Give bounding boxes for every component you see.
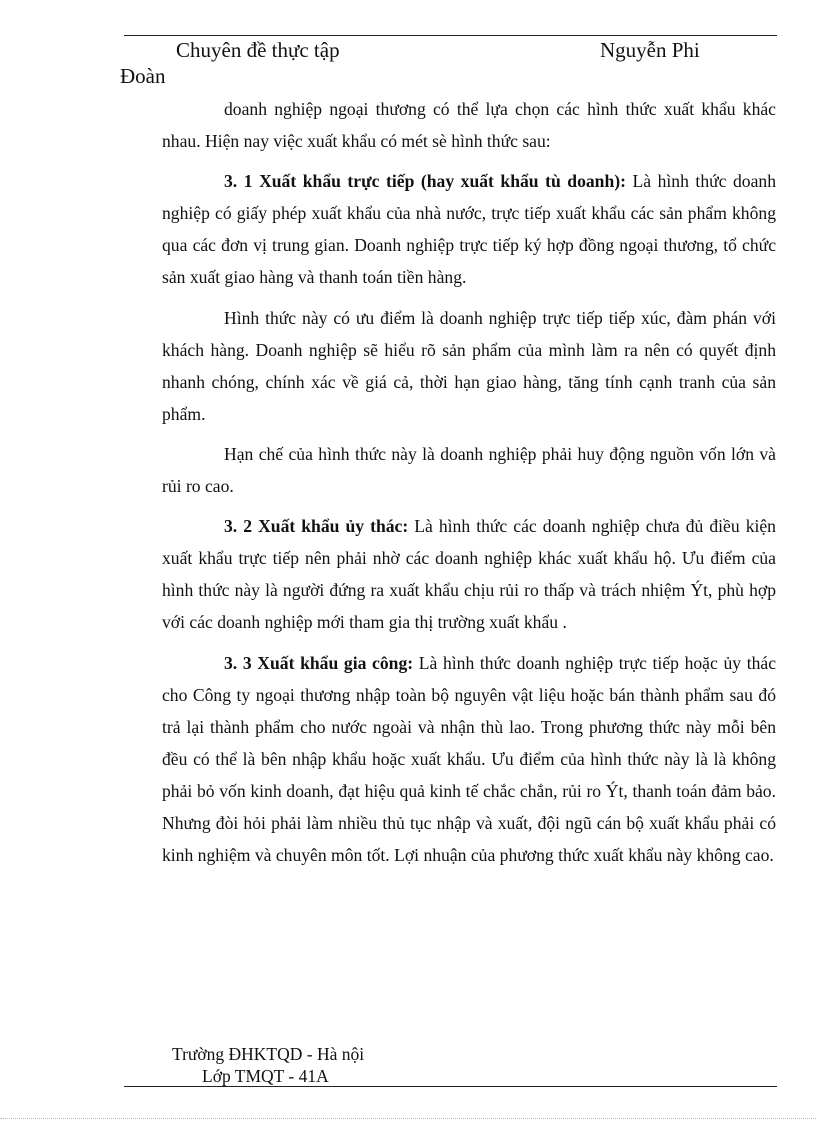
- footer-rule: [124, 1086, 777, 1087]
- page-edge-dots: [0, 1118, 816, 1119]
- page-header: [0, 38, 816, 90]
- page-body: [162, 93, 776, 871]
- page-footer: [172, 1043, 364, 1087]
- section-3-2-heading: 3. 2 Xuất khẩu ủy thác:: [224, 516, 409, 537]
- header-author-first: Nguyễn Phi: [600, 38, 700, 62]
- footer-school: Trường ĐHKTQD - Hà nội: [172, 1044, 365, 1064]
- header-author-last: Đoàn: [120, 64, 166, 88]
- section-3-1-advantage: Hình thức này có ưu điểm là doanh nghiệp trực tiếp tiếp xúc, đàm phán với khách hàng. Doanh nghiệp sẽ hiểu rõ sản phẩm của mình làm ra nên có quyết định nhanh chóng, chính xác về giá cả, thời hạn giao hàng, tăng tính cạnh tranh của sản phẩm.: [162, 307, 776, 424]
- section-3-1-text: Là hình thức doanh nghiệp có giấy phép xuất khẩu của nhà nước, trực tiếp xuất khẩu các sản phẩm không qua các đơn vị trung gian. Doanh nghiệp trực tiếp ký hợp đồng ngoại thương, tổ chức sản xuất giao hàng và thanh toán tiền hàng.: [162, 171, 776, 288]
- intro-paragraph: doanh nghiệp ngoại thương có thể lựa chọn các hình thức xuất khẩu khác nhau. Hiện nay việc xuất khẩu có mét sè hình thức sau:: [162, 99, 776, 152]
- section-3-1-heading: 3. 1 Xuất khẩu trực tiếp (hay xuất khẩu tù doanh):: [224, 171, 626, 192]
- header-topic: Chuyên đề thực tập: [176, 38, 340, 62]
- section-3-3: [162, 647, 776, 872]
- section-3-2: [162, 510, 776, 638]
- section-3-2-text: Là hình thức các doanh nghiệp chưa đủ điều kiện xuất khẩu trực tiếp nên phải nhờ các doanh nghiệp khác xuất khẩu hộ. Ưu điểm của hình thức này là người đứng ra xuất khẩu chịu rủi ro thấp và trách nhiệm Ýt, phù hợp với các doanh nghiệp mới tham gia thị trường xuất khẩu .: [162, 516, 776, 633]
- header-rule: [124, 35, 777, 36]
- section-3-1-limitation: Hạn chế của hình thức này là doanh nghiệp phải huy động nguồn vốn lớn và rủi ro cao.: [162, 443, 776, 497]
- section-3-3-heading: 3. 3 Xuất khẩu gia công:: [224, 652, 414, 673]
- section-3-1: [162, 165, 776, 293]
- footer-class: Lớp TMQT - 41A: [202, 1066, 329, 1086]
- section-3-3-text: Là hình thức doanh nghiệp trực tiếp hoặc ủy thác cho Công ty ngoại thương nhập toàn bộ nguyên vật liệu hoặc bán thành phẩm sau đó trả lại thành phẩm cho nước ngoài và nhận thù lao. Trong phương thức này mỗi bên đều có thể là bên nhập khẩu hoặc xuất khẩu. Ưu điểm của hình thức này là là không phải bỏ vốn kinh doanh, đạt hiệu quả kinh tế chắc chắn, rủi ro Ýt, thanh toán đảm bảo. Nhưng đòi hỏi phải làm nhiều thủ tục nhập và xuất, đội ngũ cán bộ xuất khẩu phải có kinh nghiệm và chuyên môn tốt. Lợi nhuận của phương thức xuất khẩu này không cao.: [162, 652, 777, 866]
